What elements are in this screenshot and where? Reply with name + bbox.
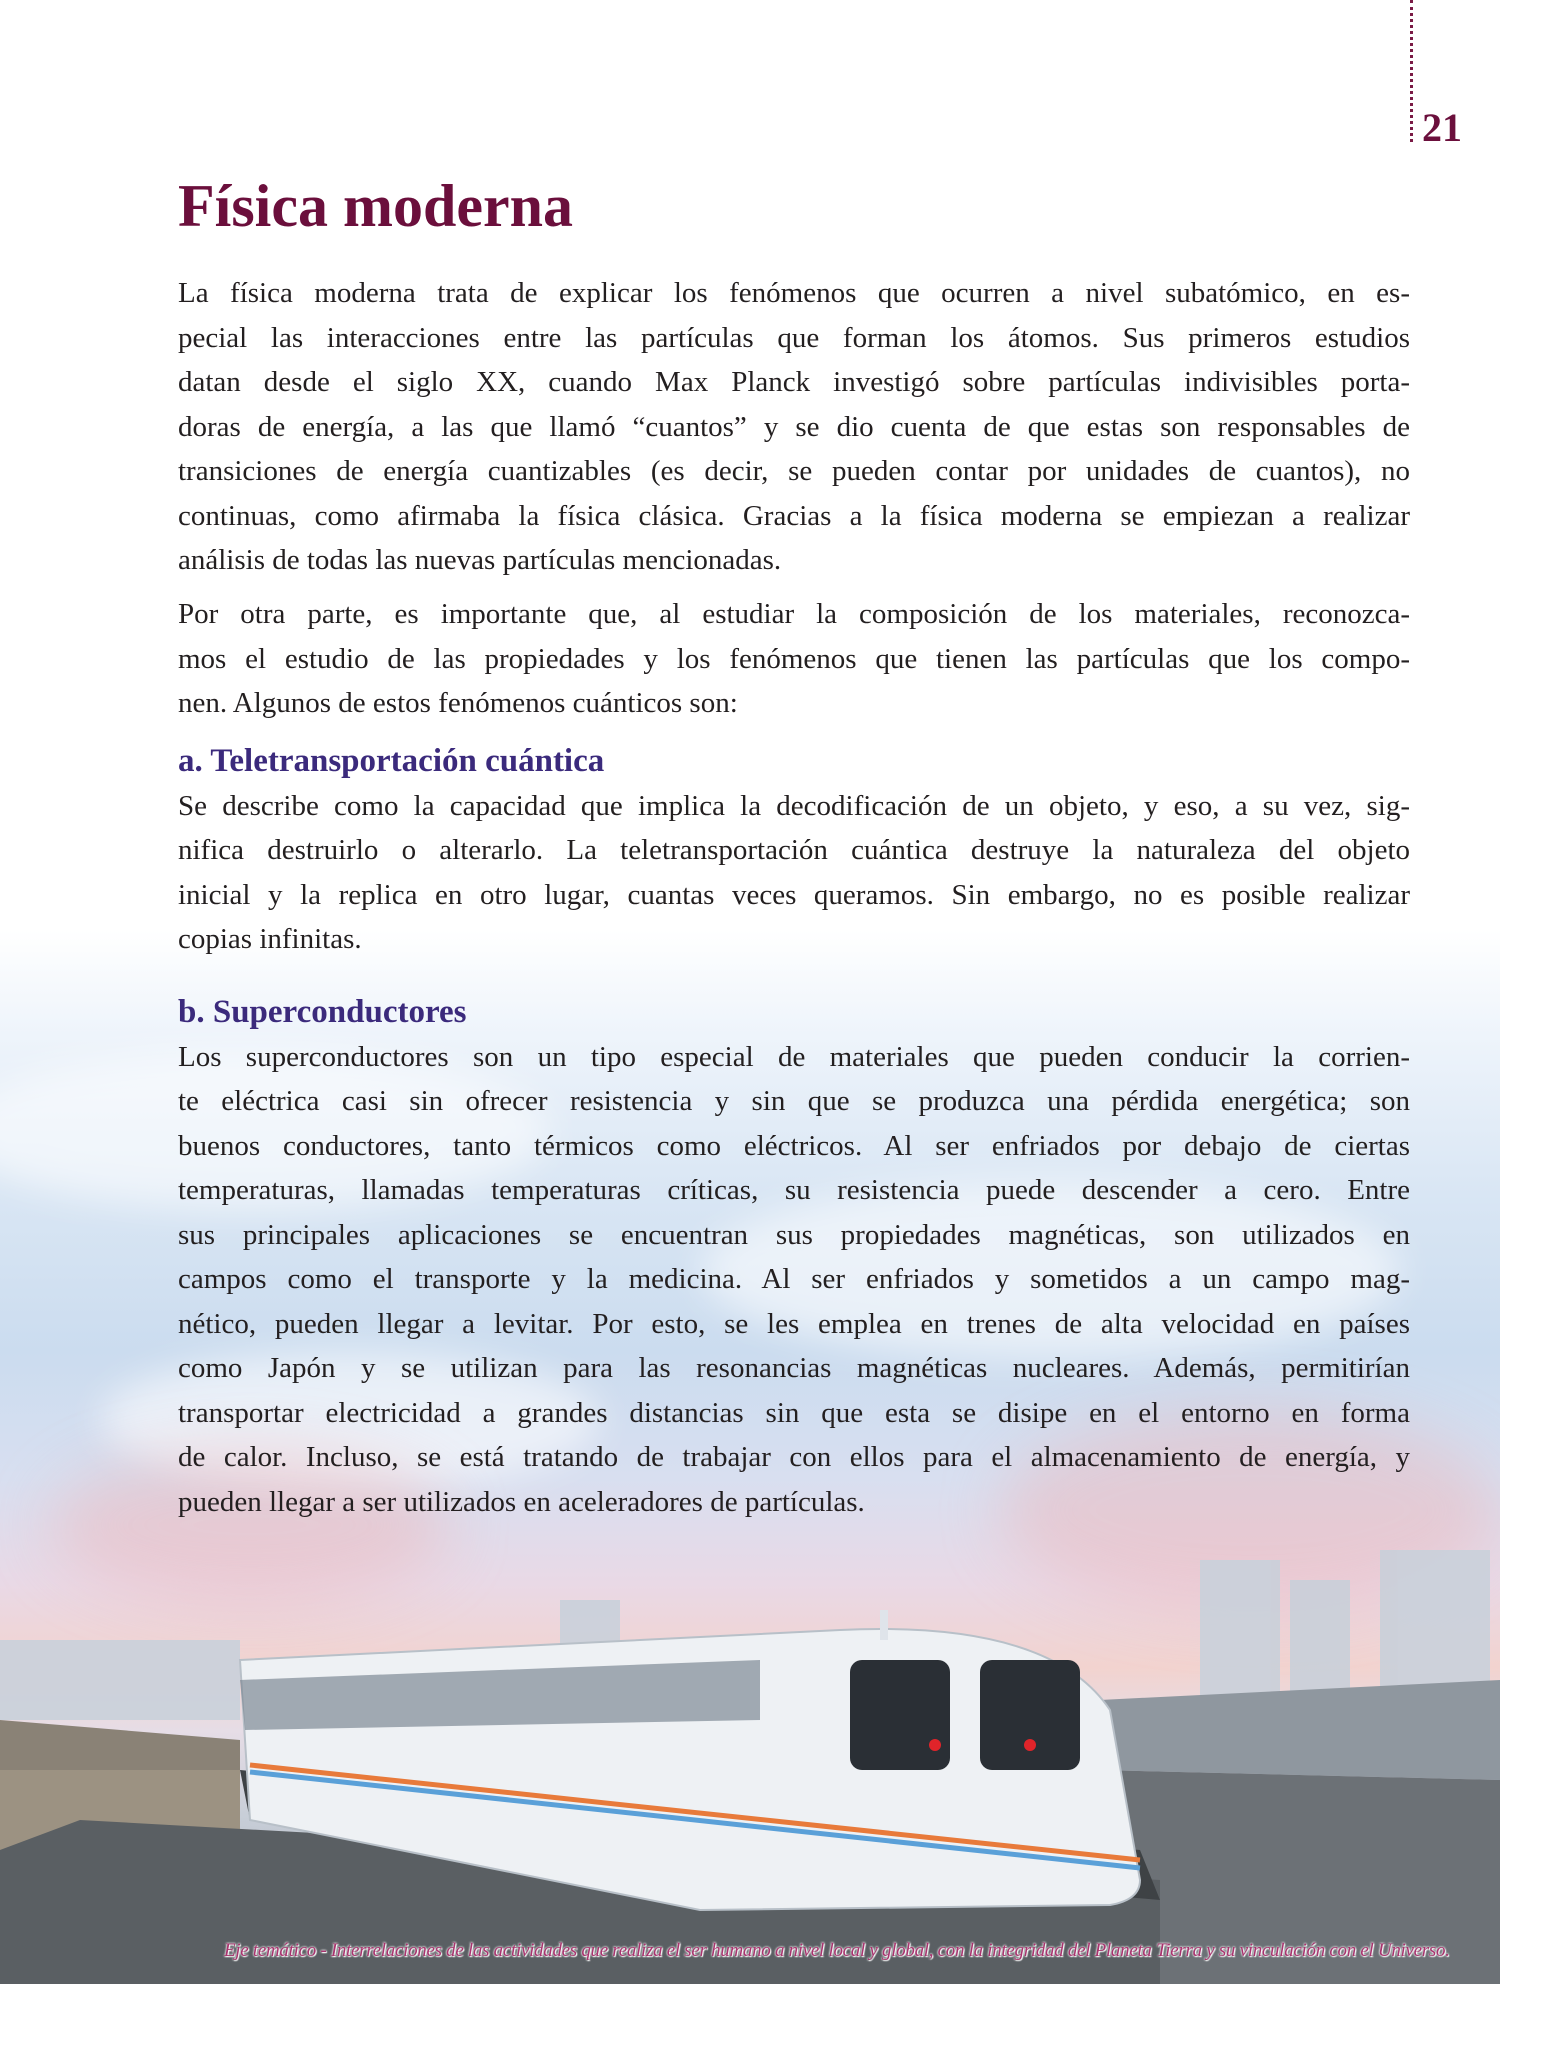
page-number: 21 xyxy=(1422,105,1462,150)
text-line: Se describe como la capacidad que implica la decodificación de un objeto, y eso, a su vez, sig- xyxy=(178,789,1410,822)
text-line: Los superconductores son un tipo especial de materiales que pueden conducir la corrien- xyxy=(178,1040,1410,1073)
second-paragraph xyxy=(178,592,1410,726)
section-teletransportacion xyxy=(178,739,1410,962)
text-line: transportar electricidad a grandes distancias sin que esta se disipe en el entorno en forma xyxy=(178,1396,1410,1429)
text-line: campos como el transporte y la medicina. Al ser enfriados y sometidos a un campo mag- xyxy=(178,1263,1410,1295)
text-line: inicial y la replica en otro lugar, cuantas veces queramos. Sin embargo, no es posible realizar xyxy=(178,878,1410,911)
text-line: pueden llegar a ser utilizados en aceleradores de partículas. xyxy=(178,1485,865,1518)
text-line: buenos conductores, tanto térmicos como eléctricos. Al ser enfriados por debajo de ciertas xyxy=(178,1129,1410,1162)
text-line: mos el estudio de las propiedades y los fenómenos que tienen las partículas que los compo- xyxy=(178,642,1410,675)
text-line: datan desde el siglo XX, cuando Max Planck investigó sobre partículas indivisibles porta- xyxy=(178,366,1410,398)
text-line: doras de energía, a las que llamó “cuantos” y se dio cuenta de que estas son responsables de xyxy=(178,410,1410,443)
text-line: copias infinitas. xyxy=(178,923,362,955)
text-line: como Japón y se utilizan para las resonancias magnéticas nucleares. Además, permitirían xyxy=(178,1352,1410,1384)
text-line: continuas, como afirmaba la física clásica. Gracias a la física moderna se empiezan a realizar xyxy=(178,499,1410,532)
footer-thematic-axis: Eje temático - Interrelaciones de las actividades que realiza el ser humano a nivel local y global, con la integridad del Planeta Tierra y su vinculación con el Universo. xyxy=(224,1940,1450,1961)
section-superconductores xyxy=(178,990,1410,1524)
text-line: de calor. Incluso, se está tratando de trabajar con ellos para el almacenamiento de energía, y xyxy=(178,1441,1410,1473)
train-scene xyxy=(0,1520,1500,1984)
text-line: La física moderna trata de explicar los fenómenos que ocurren a nivel subatómico, en es- xyxy=(178,277,1410,309)
section-heading: b. Superconductores xyxy=(178,994,467,1030)
intro-paragraph xyxy=(178,271,1410,583)
text-line: sus principales aplicaciones se encuentran sus propiedades magnéticas, son utilizados en xyxy=(178,1218,1410,1251)
text-line: temperaturas, llamadas temperaturas críticas, su resistencia puede descender a cero. Entre xyxy=(178,1174,1410,1206)
page-title: Física moderna xyxy=(178,173,573,239)
text-line: pecial las interacciones entre las partículas que forman los átomos. Sus primeros estudios xyxy=(178,321,1410,354)
text-line: nético, pueden llegar a levitar. Por esto, se les emplea en trenes de alta velocidad en países xyxy=(178,1307,1410,1340)
text-line: nifica destruirlo o alterarlo. La teletransportación cuántica destruye la naturaleza del objeto xyxy=(178,834,1410,866)
page-margin-dotted-line xyxy=(1410,0,1413,142)
section-heading: a. Teletransportación cuántica xyxy=(178,743,605,779)
text-line: nen. Algunos de estos fenómenos cuánticos son: xyxy=(178,687,738,719)
text-line: análisis de todas las nuevas partículas mencionadas. xyxy=(178,544,782,576)
text-line: transiciones de energía cuantizables (es decir, se pueden contar por unidades de cuantos), no xyxy=(178,455,1410,487)
text-line: te eléctrica casi sin ofrecer resistencia y sin que se produzca una pérdida energética; son xyxy=(178,1085,1410,1117)
text-line: Por otra parte, es importante que, al estudiar la composición de los materiales, reconozca- xyxy=(178,598,1410,630)
